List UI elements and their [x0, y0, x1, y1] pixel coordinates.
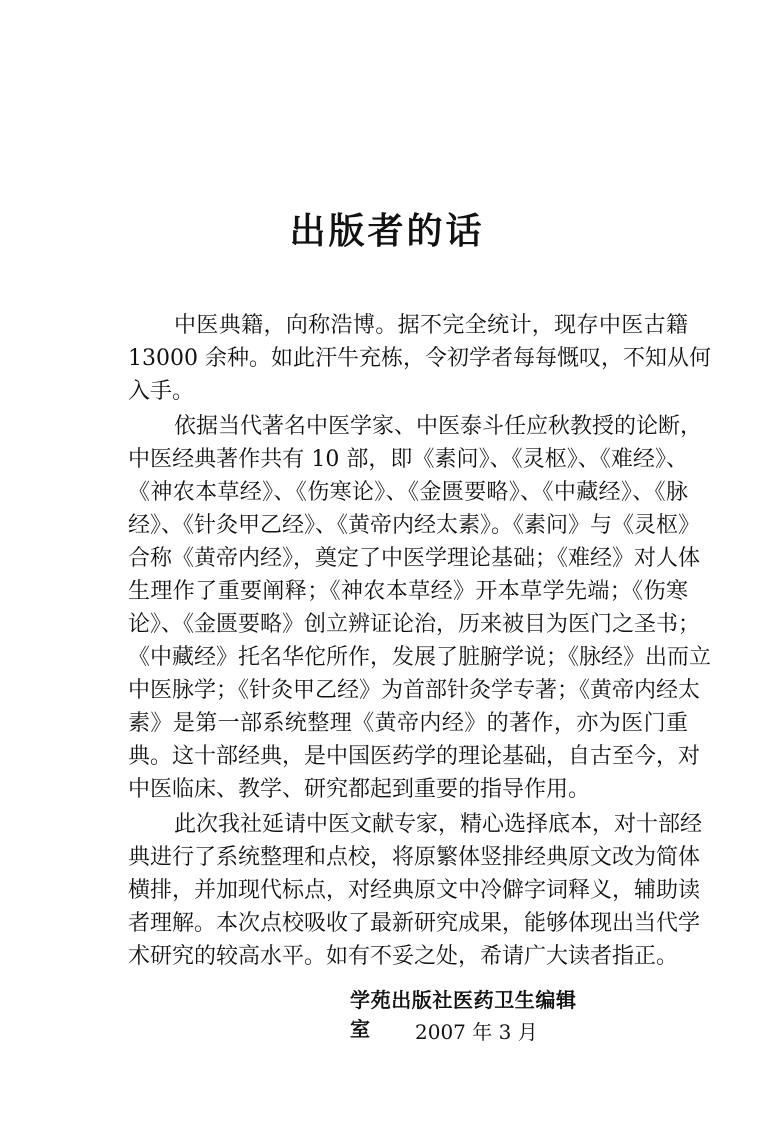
text-line: 合称《黄帝内经》，奠定了中医学理论基础；《难经》对人体	[128, 546, 701, 571]
text-line: 者理解。本次点校吸收了最新研究成果，能够体现出当代学	[128, 911, 701, 936]
text-line: 依据当代著名中医学家、中医泰斗任应秋教授的论断，	[174, 414, 703, 439]
page-title: 出版者的话	[289, 210, 485, 252]
text-line: 中医经典著作共有 10 部，即《素问》、《灵枢》、《难经》、	[128, 447, 688, 472]
text-line: 中医临床、教学、研究都起到重要的指导作用。	[128, 777, 591, 802]
body-text	[128, 309, 712, 975]
paragraph	[128, 410, 712, 806]
text-line: 中医脉学；《针灸甲乙经》为首部针灸学专著；《黄帝内经太	[128, 678, 701, 703]
text-line: 典进行了系统整理和点校，将原繁体竖排经典原文改为简体	[128, 845, 701, 870]
text-line: 术研究的较高水平。如有不妥之处，希请广大读者指正。	[128, 944, 679, 969]
text-line: 生理作了重要阐释；《神农本草经》开本草学先端；《伤寒	[128, 579, 688, 604]
text-line: 13000 余种。如此汗牛充栋，令初学者每每慨叹，不知从何	[128, 346, 711, 371]
paragraph	[128, 808, 703, 973]
text-line: 中医典籍，向称浩博。据不完全统计，现存中医古籍	[174, 313, 688, 338]
date: 2007 年 3 月	[415, 1020, 538, 1044]
signature: 学苑出版社医药卫生编辑室	[350, 988, 576, 1041]
text-line: 典。这十部经典，是中国医药学的理论基础，自古至今，对	[128, 744, 701, 769]
text-line: 横排，并加现代标点，对经典原文中冷僻字词释义，辅助读	[128, 878, 701, 903]
paragraph	[128, 309, 711, 408]
text-line: 《中藏经》托名华佗所作，发展了脏腑学说；《脉经》出而立	[128, 645, 712, 670]
text-line: 经》、《针灸甲乙经》、《黄帝内经太素》。《素问》与《灵枢》	[128, 513, 701, 538]
text-line: 此次我社延请中医文献专家，精心选择底本，对十部经	[174, 812, 703, 837]
text-line: 《神农本草经》、《伤寒论》、《金匮要略》、《中藏经》、《脉	[128, 480, 688, 505]
text-line: 入手。	[128, 379, 195, 404]
text-line: 论》、《金匮要略》创立辨证论治，历来被目为医门之圣书；	[128, 612, 701, 637]
text-line: 素》是第一部系统整理《黄帝内经》的著作，亦为医门重	[128, 711, 688, 736]
